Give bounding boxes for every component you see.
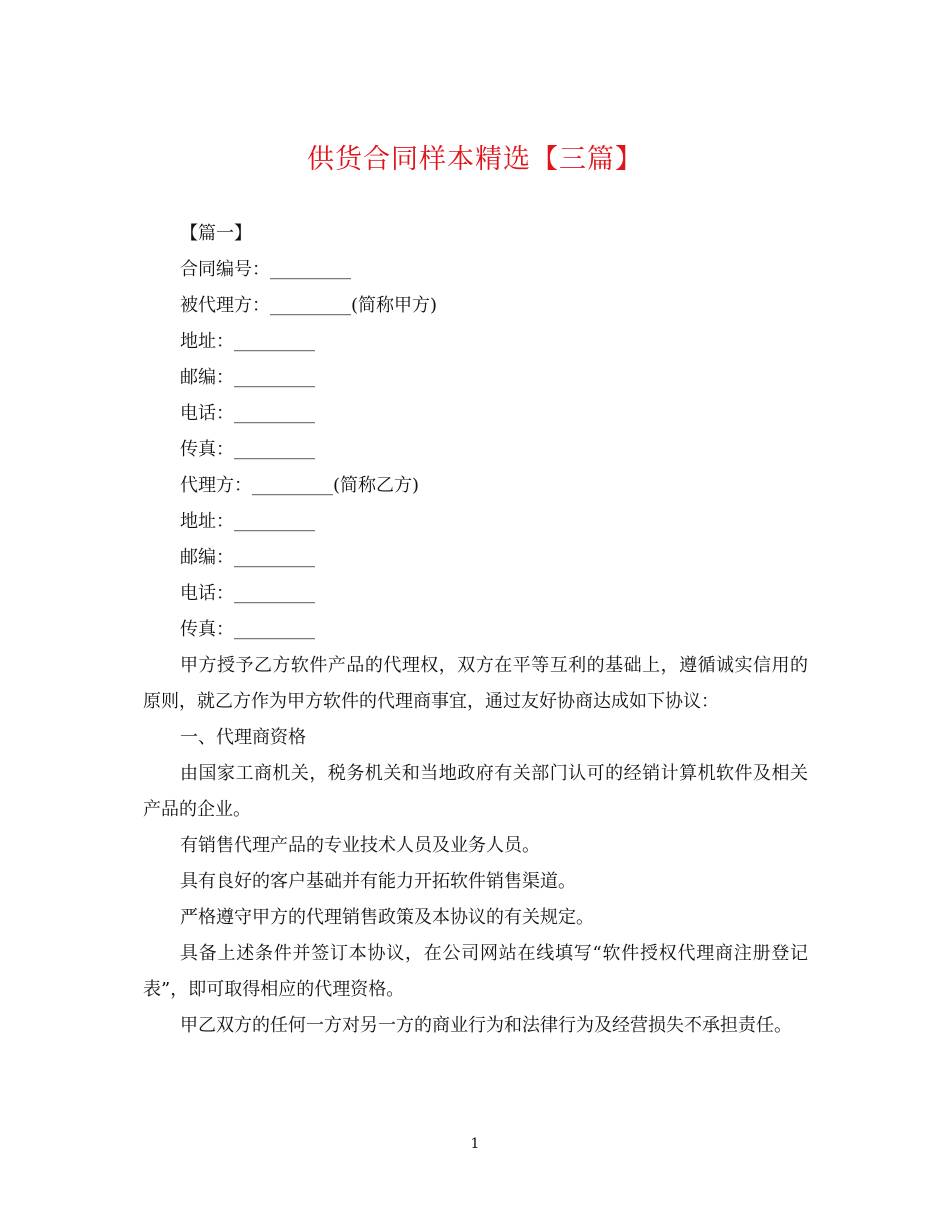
agent-fax-line: 传真：_________ bbox=[180, 619, 315, 640]
principal-postcode-line: 邮编：_________ bbox=[180, 367, 315, 388]
section-heading: 【篇一】 bbox=[180, 223, 252, 244]
principal-fax-line: 传真：_________ bbox=[180, 439, 315, 460]
document-body bbox=[143, 216, 808, 1044]
document-title: 供货合同样本精选【三篇】 bbox=[307, 144, 643, 175]
agent-line: 代理方：_________(简称乙方) bbox=[180, 475, 420, 496]
intro-paragraph: 甲方授予乙方软件产品的代理权，双方在平等互利的基础上，遵循诚实信用的原则，就乙方作为甲方软件的代理商事宜，通过友好协商达成如下协议： bbox=[143, 655, 808, 712]
clause-paragraph: 严格遵守甲方的代理销售政策及本协议的有关规定。 bbox=[180, 907, 594, 928]
page-number: 1 bbox=[470, 1136, 480, 1152]
clause-paragraph: 具有良好的客户基础并有能力开拓软件销售渠道。 bbox=[180, 871, 576, 892]
contract-number-line: 合同编号：_________ bbox=[180, 259, 351, 280]
clause-heading-1: 一、代理商资格 bbox=[180, 727, 306, 748]
agent-postcode-line: 邮编：_________ bbox=[180, 547, 315, 568]
clause-paragraph: 由国家工商机关，税务机关和当地政府有关部门认可的经销计算机软件及相关产品的企业。 bbox=[143, 763, 808, 820]
clause-paragraph: 有销售代理产品的专业技术人员及业务人员。 bbox=[180, 835, 540, 856]
agent-address-line: 地址：_________ bbox=[180, 511, 315, 532]
principal-address-line: 地址：_________ bbox=[180, 331, 315, 352]
principal-phone-line: 电话：_________ bbox=[180, 403, 315, 424]
clause-paragraph: 甲乙双方的任何一方对另一方的商业行为和法律行为及经营损失不承担责任。 bbox=[180, 1015, 792, 1036]
clause-paragraph: 具备上述条件并签订本协议，在公司网站在线填写“软件授权代理商注册登记表”，即可取得相应的代理资格。 bbox=[143, 943, 808, 1000]
principal-line: 被代理方：_________(简称甲方) bbox=[180, 295, 438, 316]
agent-phone-line: 电话：_________ bbox=[180, 583, 315, 604]
